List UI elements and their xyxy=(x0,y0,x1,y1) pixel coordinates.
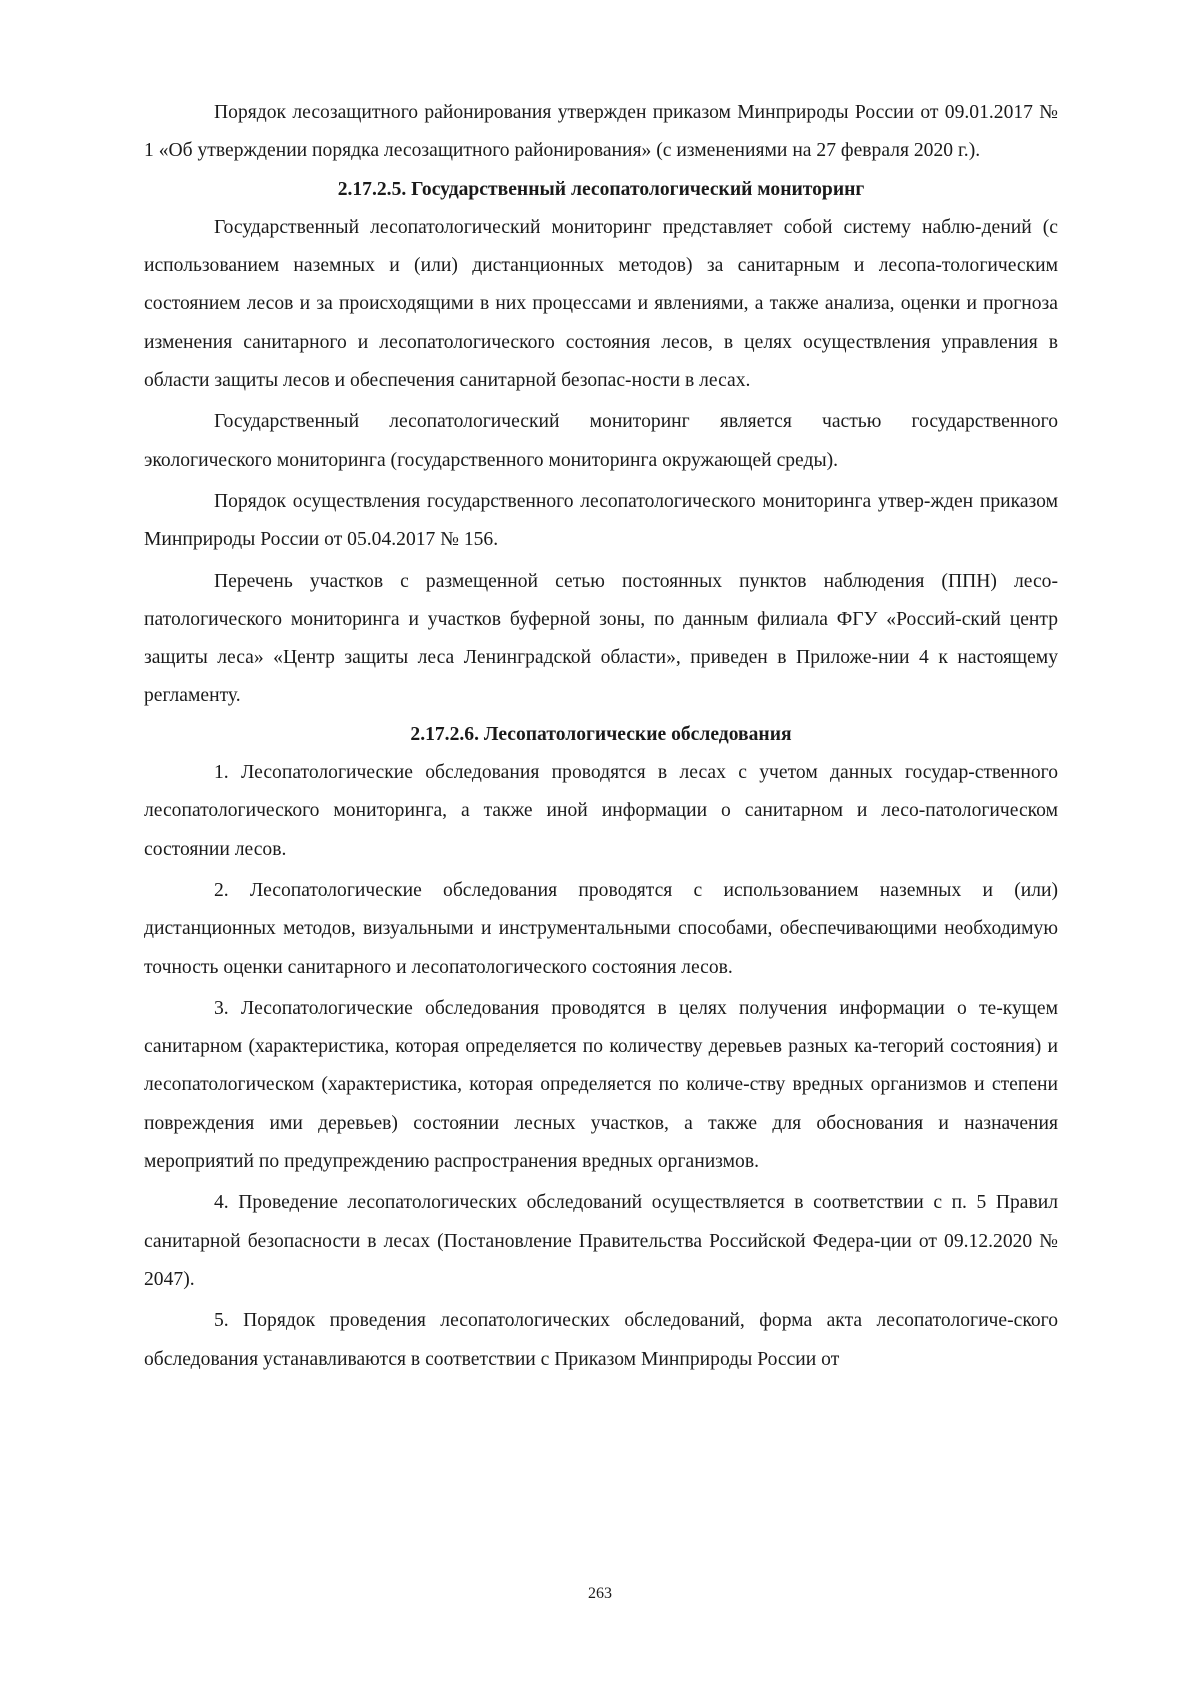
document-body xyxy=(144,94,1058,1379)
section-heading-monitoring: 2.17.2.5. Государственный лесопатологический мониторинг xyxy=(337,178,865,200)
list-item-survey-4: 4. Проведение лесопатологических обследований осуществляется в соответствии с п. 5 Правил санитарной безопасности в лесах (Постановление Правительства Российской Федера-ции от 09.12.2020 № 2047). xyxy=(144,1192,1058,1290)
paragraph-zoning-order: Порядок лесозащитного районирования утвержден приказом Минприроды России от 09.01.2017 № 1 «Об утверждении порядка лесозащитного районирования» (с изменениями на 27 февраля 2020 г.). xyxy=(144,102,1058,162)
section-heading-surveys: 2.17.2.6. Лесопатологические обследования xyxy=(410,723,792,745)
list-item-survey-5: 5. Порядок проведения лесопатологических обследований, форма акта лесопатологиче-ского обследования устанавливаются в соответствии с Приказом Минприроды России от xyxy=(144,1310,1058,1370)
paragraph-observation-points: Перечень участков с размещенной сетью постоянных пунктов наблюдения (ППН) лесо-патологического мониторинга и участков буферной зоны, по данным филиала ФГУ «Россий-ский центр защиты леса» «Центр защиты леса Ленинградской области», приведен в Приложе-нии 4 к настоящему регламенту. xyxy=(144,570,1058,707)
paragraph-monitoring-definition: Государственный лесопатологический мониторинг представляет собой систему наблю-дений (с использованием наземных и (или) дистанционных методов) за санитарным и лесопа-тологическим состоянием лесов и за происходящими в них процессами и явлениями, а также анализа, оценки и прогноза изменения санитарного и лесопатологического состояния лесов, в целях осуществления управления в области защиты лесов и обеспечения санитарной безопас-ности в лесах. xyxy=(144,216,1058,392)
paragraph-monitoring-part: Государственный лесопатологический мониторинг является частью государственного экологического мониторинга (государственного мониторинга окружающей среды). xyxy=(144,411,1058,471)
list-item-survey-3: 3. Лесопатологические обследования проводятся в целях получения информации о те-кущем санитарном (характеристика, которая определяется по количеству деревьев разных ка-тегорий состояния) и лесопатологическом (характеристика, которая определяется по количе-ству вредных организмов и степени повреждения ими деревьев) состоянии лесных участков, а также для обоснования и назначения мероприятий по предупреждению распространения вредных организмов. xyxy=(144,997,1058,1173)
list-item-survey-2: 2. Лесопатологические обследования проводятся с использованием наземных и (или) дистанционных методов, визуальными и инструментальными способами, обеспечивающими необходимую точность оценки санитарного и лесопатологического состояния лесов. xyxy=(144,879,1058,978)
page-number: 263 xyxy=(588,1585,612,1602)
list-item-survey-1: 1. Лесопатологические обследования проводятся в лесах с учетом данных государ-ственного лесопатологического мониторинга, а также иной информации о санитарном и лесо-патологическом состоянии лесов. xyxy=(144,762,1058,860)
paragraph-monitoring-order: Порядок осуществления государственного лесопатологического мониторинга утвер-жден приказом Минприроды России от 05.04.2017 № 156. xyxy=(144,490,1058,551)
